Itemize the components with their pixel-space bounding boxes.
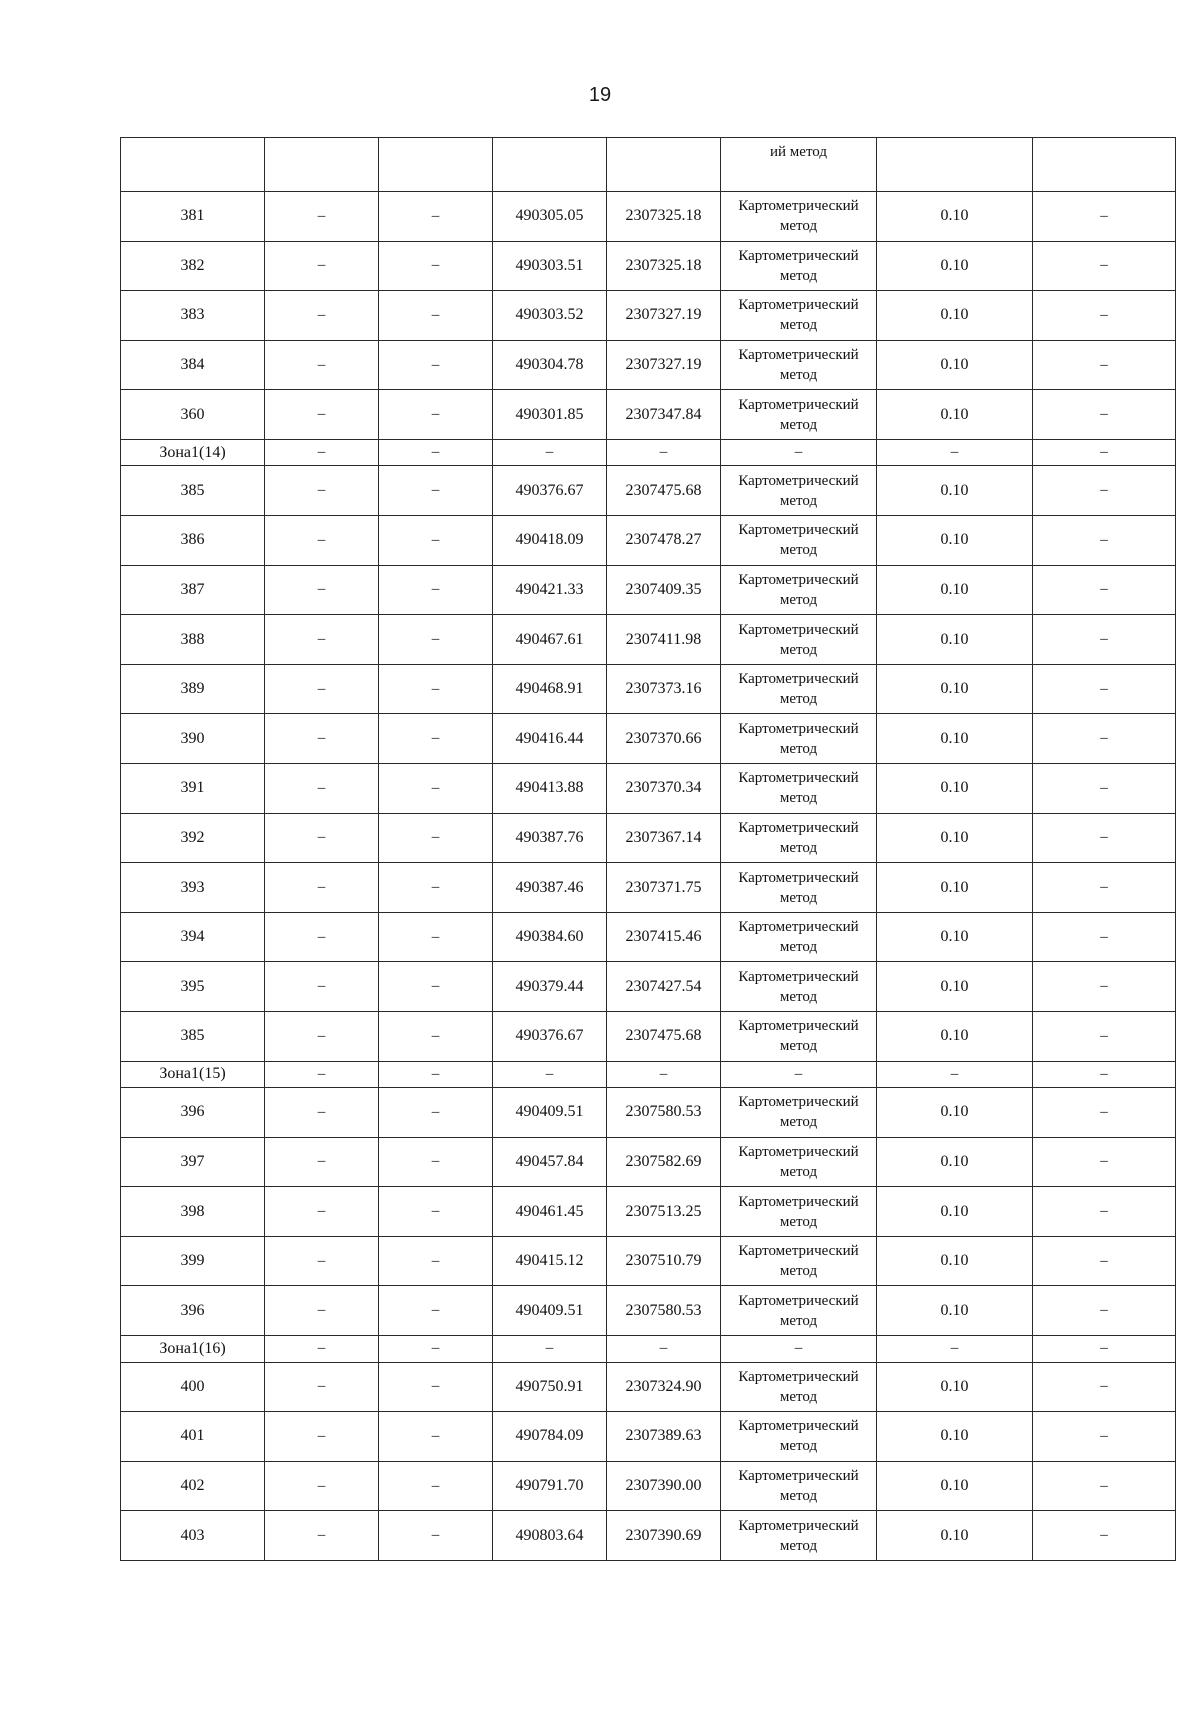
table-row	[121, 764, 1176, 814]
empty-dash-cell: –	[265, 241, 379, 291]
x-coordinate-cell: 490409.51	[493, 1088, 607, 1138]
point-number-cell: 397	[121, 1137, 265, 1187]
x-coordinate-cell: 490303.51	[493, 241, 607, 291]
accuracy-cell: 0.10	[877, 1362, 1033, 1412]
point-number-cell: 403	[121, 1511, 265, 1561]
point-number-cell: 402	[121, 1461, 265, 1511]
description-cell: –	[1033, 1336, 1176, 1363]
table-row	[121, 714, 1176, 764]
description-cell: –	[1033, 1137, 1176, 1187]
accuracy-cell: 0.10	[877, 516, 1033, 566]
empty-dash-cell: –	[265, 340, 379, 390]
table-row	[121, 1286, 1176, 1336]
x-coordinate-cell: 490750.91	[493, 1362, 607, 1412]
empty-dash-cell: –	[379, 813, 493, 863]
empty-dash-cell: –	[379, 340, 493, 390]
table-row	[121, 516, 1176, 566]
accuracy-cell: 0.10	[877, 1511, 1033, 1561]
zone-row	[121, 1336, 1176, 1363]
accuracy-cell: 0.10	[877, 466, 1033, 516]
y-coordinate-cell: 2307324.90	[607, 1362, 721, 1412]
point-number-cell: 400	[121, 1362, 265, 1412]
y-coordinate-cell: 2307582.69	[607, 1137, 721, 1187]
x-coordinate-cell: 490305.05	[493, 192, 607, 242]
description-cell: –	[1033, 1187, 1176, 1237]
y-coordinate-cell: 2307373.16	[607, 664, 721, 714]
point-number-cell: 392	[121, 813, 265, 863]
description-cell: –	[1033, 1412, 1176, 1462]
y-coordinate-cell: 2307411.98	[607, 615, 721, 665]
table-row	[121, 615, 1176, 665]
method-cell: Картометрический метод	[721, 664, 877, 714]
table-row	[121, 813, 1176, 863]
method-cell: Картометрический метод	[721, 863, 877, 913]
method-cell: Картометрический метод	[721, 241, 877, 291]
accuracy-cell: 0.10	[877, 340, 1033, 390]
table-row	[121, 466, 1176, 516]
table-row	[121, 291, 1176, 341]
x-coordinate-cell: –	[493, 439, 607, 466]
point-number-cell: 393	[121, 863, 265, 913]
method-cell: –	[721, 439, 877, 466]
table-row	[121, 192, 1176, 242]
table-cell	[265, 138, 379, 192]
empty-dash-cell: –	[379, 192, 493, 242]
empty-dash-cell: –	[265, 615, 379, 665]
description-cell: –	[1033, 863, 1176, 913]
empty-dash-cell: –	[379, 615, 493, 665]
empty-dash-cell: –	[379, 241, 493, 291]
accuracy-cell: 0.10	[877, 1461, 1033, 1511]
accuracy-cell: 0.10	[877, 192, 1033, 242]
empty-dash-cell: –	[379, 1362, 493, 1412]
table-row	[121, 565, 1176, 615]
empty-dash-cell: –	[265, 1336, 379, 1363]
x-coordinate-cell: 490784.09	[493, 1412, 607, 1462]
empty-dash-cell: –	[265, 1137, 379, 1187]
zone-row	[121, 1061, 1176, 1088]
y-coordinate-cell: 2307475.68	[607, 1012, 721, 1062]
empty-dash-cell: –	[379, 664, 493, 714]
point-number-cell: Зона1(15)	[121, 1061, 265, 1088]
description-cell: –	[1033, 1461, 1176, 1511]
empty-dash-cell: –	[379, 516, 493, 566]
description-cell: –	[1033, 516, 1176, 566]
empty-dash-cell: –	[265, 1412, 379, 1462]
point-number-cell: 385	[121, 1012, 265, 1062]
x-coordinate-cell: 490791.70	[493, 1461, 607, 1511]
page-number: 19	[588, 84, 612, 106]
empty-dash-cell: –	[379, 1336, 493, 1363]
point-number-cell: Зона1(14)	[121, 439, 265, 466]
table-row	[121, 1236, 1176, 1286]
point-number-cell: 390	[121, 714, 265, 764]
y-coordinate-cell: 2307580.53	[607, 1286, 721, 1336]
description-cell: –	[1033, 1061, 1176, 1088]
accuracy-cell: 0.10	[877, 1236, 1033, 1286]
y-coordinate-cell: 2307513.25	[607, 1187, 721, 1237]
empty-dash-cell: –	[265, 1187, 379, 1237]
x-coordinate-cell: 490304.78	[493, 340, 607, 390]
point-number-cell: 388	[121, 615, 265, 665]
empty-dash-cell: –	[379, 466, 493, 516]
method-cell: Картометрический метод	[721, 1362, 877, 1412]
empty-dash-cell: –	[265, 764, 379, 814]
accuracy-cell: 0.10	[877, 1286, 1033, 1336]
method-cell: Картометрический метод	[721, 1461, 877, 1511]
point-number-cell: 381	[121, 192, 265, 242]
x-coordinate-cell: 490303.52	[493, 291, 607, 341]
empty-dash-cell: –	[379, 291, 493, 341]
description-cell: –	[1033, 962, 1176, 1012]
point-number-cell: 360	[121, 390, 265, 440]
empty-dash-cell: –	[265, 390, 379, 440]
x-coordinate-cell: 490413.88	[493, 764, 607, 814]
x-coordinate-cell: 490384.60	[493, 912, 607, 962]
empty-dash-cell: –	[265, 565, 379, 615]
point-number-cell: 384	[121, 340, 265, 390]
empty-dash-cell: –	[265, 664, 379, 714]
accuracy-cell: 0.10	[877, 1137, 1033, 1187]
y-coordinate-cell: 2307510.79	[607, 1236, 721, 1286]
table-row	[121, 1088, 1176, 1138]
accuracy-cell: 0.10	[877, 912, 1033, 962]
empty-dash-cell: –	[379, 714, 493, 764]
empty-dash-cell: –	[379, 1461, 493, 1511]
accuracy-cell: –	[877, 439, 1033, 466]
description-cell: –	[1033, 1511, 1176, 1561]
x-coordinate-cell: 490409.51	[493, 1286, 607, 1336]
empty-dash-cell: –	[379, 1012, 493, 1062]
empty-dash-cell: –	[379, 962, 493, 1012]
empty-dash-cell: –	[265, 466, 379, 516]
table-row	[121, 912, 1176, 962]
empty-dash-cell: –	[265, 1362, 379, 1412]
method-cell: Картометрический метод	[721, 962, 877, 1012]
x-coordinate-cell: –	[493, 1336, 607, 1363]
table-row	[121, 340, 1176, 390]
table-row	[121, 1012, 1176, 1062]
x-coordinate-cell: 490379.44	[493, 962, 607, 1012]
x-coordinate-cell: 490416.44	[493, 714, 607, 764]
table-row	[121, 664, 1176, 714]
empty-dash-cell: –	[379, 1412, 493, 1462]
description-cell: –	[1033, 340, 1176, 390]
y-coordinate-cell: 2307367.14	[607, 813, 721, 863]
x-coordinate-cell: 490415.12	[493, 1236, 607, 1286]
y-coordinate-cell: 2307370.66	[607, 714, 721, 764]
table-row	[121, 1412, 1176, 1462]
table-row	[121, 1137, 1176, 1187]
method-cell: Картометрический метод	[721, 1236, 877, 1286]
table-row	[121, 390, 1176, 440]
y-coordinate-cell: –	[607, 1061, 721, 1088]
description-cell: –	[1033, 1362, 1176, 1412]
method-cell: Картометрический метод	[721, 912, 877, 962]
empty-dash-cell: –	[379, 1236, 493, 1286]
empty-dash-cell: –	[265, 1061, 379, 1088]
method-cell: Картометрический метод	[721, 565, 877, 615]
description-cell: –	[1033, 1012, 1176, 1062]
method-cell: Картометрический метод	[721, 1137, 877, 1187]
description-cell: –	[1033, 1286, 1176, 1336]
x-coordinate-cell: 490376.67	[493, 466, 607, 516]
empty-dash-cell: –	[265, 1511, 379, 1561]
x-coordinate-cell: 490387.46	[493, 863, 607, 913]
y-coordinate-cell: 2307478.27	[607, 516, 721, 566]
table-row	[121, 1362, 1176, 1412]
accuracy-cell: 0.10	[877, 863, 1033, 913]
table-cell	[379, 138, 493, 192]
method-cell: Картометрический метод	[721, 615, 877, 665]
point-number-cell: 387	[121, 565, 265, 615]
accuracy-cell: –	[877, 1336, 1033, 1363]
method-cell: Картометрический метод	[721, 813, 877, 863]
table-cell	[493, 138, 607, 192]
description-cell: –	[1033, 291, 1176, 341]
y-coordinate-cell: 2307325.18	[607, 241, 721, 291]
point-number-cell: 383	[121, 291, 265, 341]
x-coordinate-cell: 490461.45	[493, 1187, 607, 1237]
table-row	[121, 863, 1176, 913]
empty-dash-cell: –	[265, 1286, 379, 1336]
empty-dash-cell: –	[379, 1061, 493, 1088]
empty-dash-cell: –	[265, 863, 379, 913]
method-cell: Картометрический метод	[721, 714, 877, 764]
empty-dash-cell: –	[379, 1511, 493, 1561]
accuracy-cell: 0.10	[877, 241, 1033, 291]
description-cell: –	[1033, 714, 1176, 764]
y-coordinate-cell: 2307347.84	[607, 390, 721, 440]
empty-dash-cell: –	[265, 291, 379, 341]
empty-dash-cell: –	[265, 1012, 379, 1062]
point-number-cell: 389	[121, 664, 265, 714]
empty-dash-cell: –	[265, 1236, 379, 1286]
point-number-cell: 382	[121, 241, 265, 291]
point-number-cell: 386	[121, 516, 265, 566]
y-coordinate-cell: 2307427.54	[607, 962, 721, 1012]
table-cell	[607, 138, 721, 192]
method-cell: Картометрический метод	[721, 390, 877, 440]
description-cell: –	[1033, 439, 1176, 466]
method-cell: Картометрический метод	[721, 1012, 877, 1062]
table-cell	[121, 138, 265, 192]
description-cell: –	[1033, 192, 1176, 242]
empty-dash-cell: –	[265, 912, 379, 962]
accuracy-cell: 0.10	[877, 390, 1033, 440]
point-number-cell: 396	[121, 1286, 265, 1336]
x-coordinate-cell: 490418.09	[493, 516, 607, 566]
method-cell: Картометрический метод	[721, 291, 877, 341]
accuracy-cell: 0.10	[877, 1088, 1033, 1138]
y-coordinate-cell: 2307327.19	[607, 291, 721, 341]
empty-dash-cell: –	[265, 439, 379, 466]
empty-dash-cell: –	[379, 1137, 493, 1187]
empty-dash-cell: –	[379, 1187, 493, 1237]
x-coordinate-cell: 490301.85	[493, 390, 607, 440]
y-coordinate-cell: 2307389.63	[607, 1412, 721, 1462]
empty-dash-cell: –	[379, 1286, 493, 1336]
y-coordinate-cell: 2307325.18	[607, 192, 721, 242]
accuracy-cell: 0.10	[877, 664, 1033, 714]
point-number-cell: 396	[121, 1088, 265, 1138]
empty-dash-cell: –	[265, 516, 379, 566]
method-cell: –	[721, 1336, 877, 1363]
accuracy-cell: 0.10	[877, 962, 1033, 1012]
description-cell: –	[1033, 241, 1176, 291]
y-coordinate-cell: 2307327.19	[607, 340, 721, 390]
point-number-cell: 385	[121, 466, 265, 516]
continuation-row	[121, 138, 1176, 192]
table-row	[121, 1511, 1176, 1561]
x-coordinate-cell: 490457.84	[493, 1137, 607, 1187]
empty-dash-cell: –	[265, 714, 379, 764]
accuracy-cell: 0.10	[877, 565, 1033, 615]
empty-dash-cell: –	[265, 1088, 379, 1138]
method-cell: Картометрический метод	[721, 516, 877, 566]
y-coordinate-cell: 2307475.68	[607, 466, 721, 516]
empty-dash-cell: –	[379, 390, 493, 440]
description-cell: –	[1033, 813, 1176, 863]
empty-dash-cell: –	[379, 439, 493, 466]
description-cell: –	[1033, 565, 1176, 615]
method-cell: –	[721, 1061, 877, 1088]
empty-dash-cell: –	[265, 962, 379, 1012]
x-coordinate-cell: 490803.64	[493, 1511, 607, 1561]
empty-dash-cell: –	[265, 192, 379, 242]
y-coordinate-cell: 2307371.75	[607, 863, 721, 913]
table-body	[121, 138, 1176, 1561]
table-cell	[1033, 138, 1176, 192]
x-coordinate-cell: 490421.33	[493, 565, 607, 615]
method-cell: Картометрический метод	[721, 764, 877, 814]
description-cell: –	[1033, 1088, 1176, 1138]
y-coordinate-cell: –	[607, 1336, 721, 1363]
empty-dash-cell: –	[379, 912, 493, 962]
y-coordinate-cell: 2307390.69	[607, 1511, 721, 1561]
method-cell: Картометрический метод	[721, 1286, 877, 1336]
y-coordinate-cell: 2307415.46	[607, 912, 721, 962]
method-cell: Картометрический метод	[721, 466, 877, 516]
empty-dash-cell: –	[379, 764, 493, 814]
empty-dash-cell: –	[379, 863, 493, 913]
y-coordinate-cell: 2307390.00	[607, 1461, 721, 1511]
description-cell: –	[1033, 764, 1176, 814]
accuracy-cell: 0.10	[877, 1412, 1033, 1462]
point-number-cell: 398	[121, 1187, 265, 1237]
accuracy-cell: 0.10	[877, 764, 1033, 814]
y-coordinate-cell: –	[607, 439, 721, 466]
accuracy-cell: 0.10	[877, 714, 1033, 764]
point-number-cell: 399	[121, 1236, 265, 1286]
y-coordinate-cell: 2307409.35	[607, 565, 721, 615]
empty-dash-cell: –	[265, 1461, 379, 1511]
accuracy-cell: 0.10	[877, 291, 1033, 341]
point-number-cell: 395	[121, 962, 265, 1012]
zone-row	[121, 439, 1176, 466]
x-coordinate-cell: 490387.76	[493, 813, 607, 863]
method-cell: Картометрический метод	[721, 1412, 877, 1462]
table-row	[121, 241, 1176, 291]
point-number-cell: 391	[121, 764, 265, 814]
method-cell: Картометрический метод	[721, 1187, 877, 1237]
x-coordinate-cell: –	[493, 1061, 607, 1088]
x-coordinate-cell: 490467.61	[493, 615, 607, 665]
accuracy-cell: 0.10	[877, 1187, 1033, 1237]
description-cell: –	[1033, 390, 1176, 440]
accuracy-cell: 0.10	[877, 1012, 1033, 1062]
description-cell: –	[1033, 912, 1176, 962]
description-cell: –	[1033, 664, 1176, 714]
method-cell: Картометрический метод	[721, 340, 877, 390]
y-coordinate-cell: 2307370.34	[607, 764, 721, 814]
table-row	[121, 1461, 1176, 1511]
accuracy-cell: 0.10	[877, 615, 1033, 665]
method-cell: Картометрический метод	[721, 192, 877, 242]
y-coordinate-cell: 2307580.53	[607, 1088, 721, 1138]
accuracy-cell: –	[877, 1061, 1033, 1088]
method-cell: Картометрический метод	[721, 1088, 877, 1138]
point-number-cell: 394	[121, 912, 265, 962]
coordinates-table	[120, 137, 1176, 1561]
x-coordinate-cell: 490376.67	[493, 1012, 607, 1062]
description-cell: –	[1033, 1236, 1176, 1286]
accuracy-cell: 0.10	[877, 813, 1033, 863]
table-cell	[877, 138, 1033, 192]
x-coordinate-cell: 490468.91	[493, 664, 607, 714]
point-number-cell: Зона1(16)	[121, 1336, 265, 1363]
table-row	[121, 962, 1176, 1012]
empty-dash-cell: –	[265, 813, 379, 863]
description-cell: –	[1033, 615, 1176, 665]
empty-dash-cell: –	[379, 565, 493, 615]
method-cell: ий метод	[721, 138, 877, 192]
description-cell: –	[1033, 466, 1176, 516]
empty-dash-cell: –	[379, 1088, 493, 1138]
method-cell: Картометрический метод	[721, 1511, 877, 1561]
point-number-cell: 401	[121, 1412, 265, 1462]
table-row	[121, 1187, 1176, 1237]
